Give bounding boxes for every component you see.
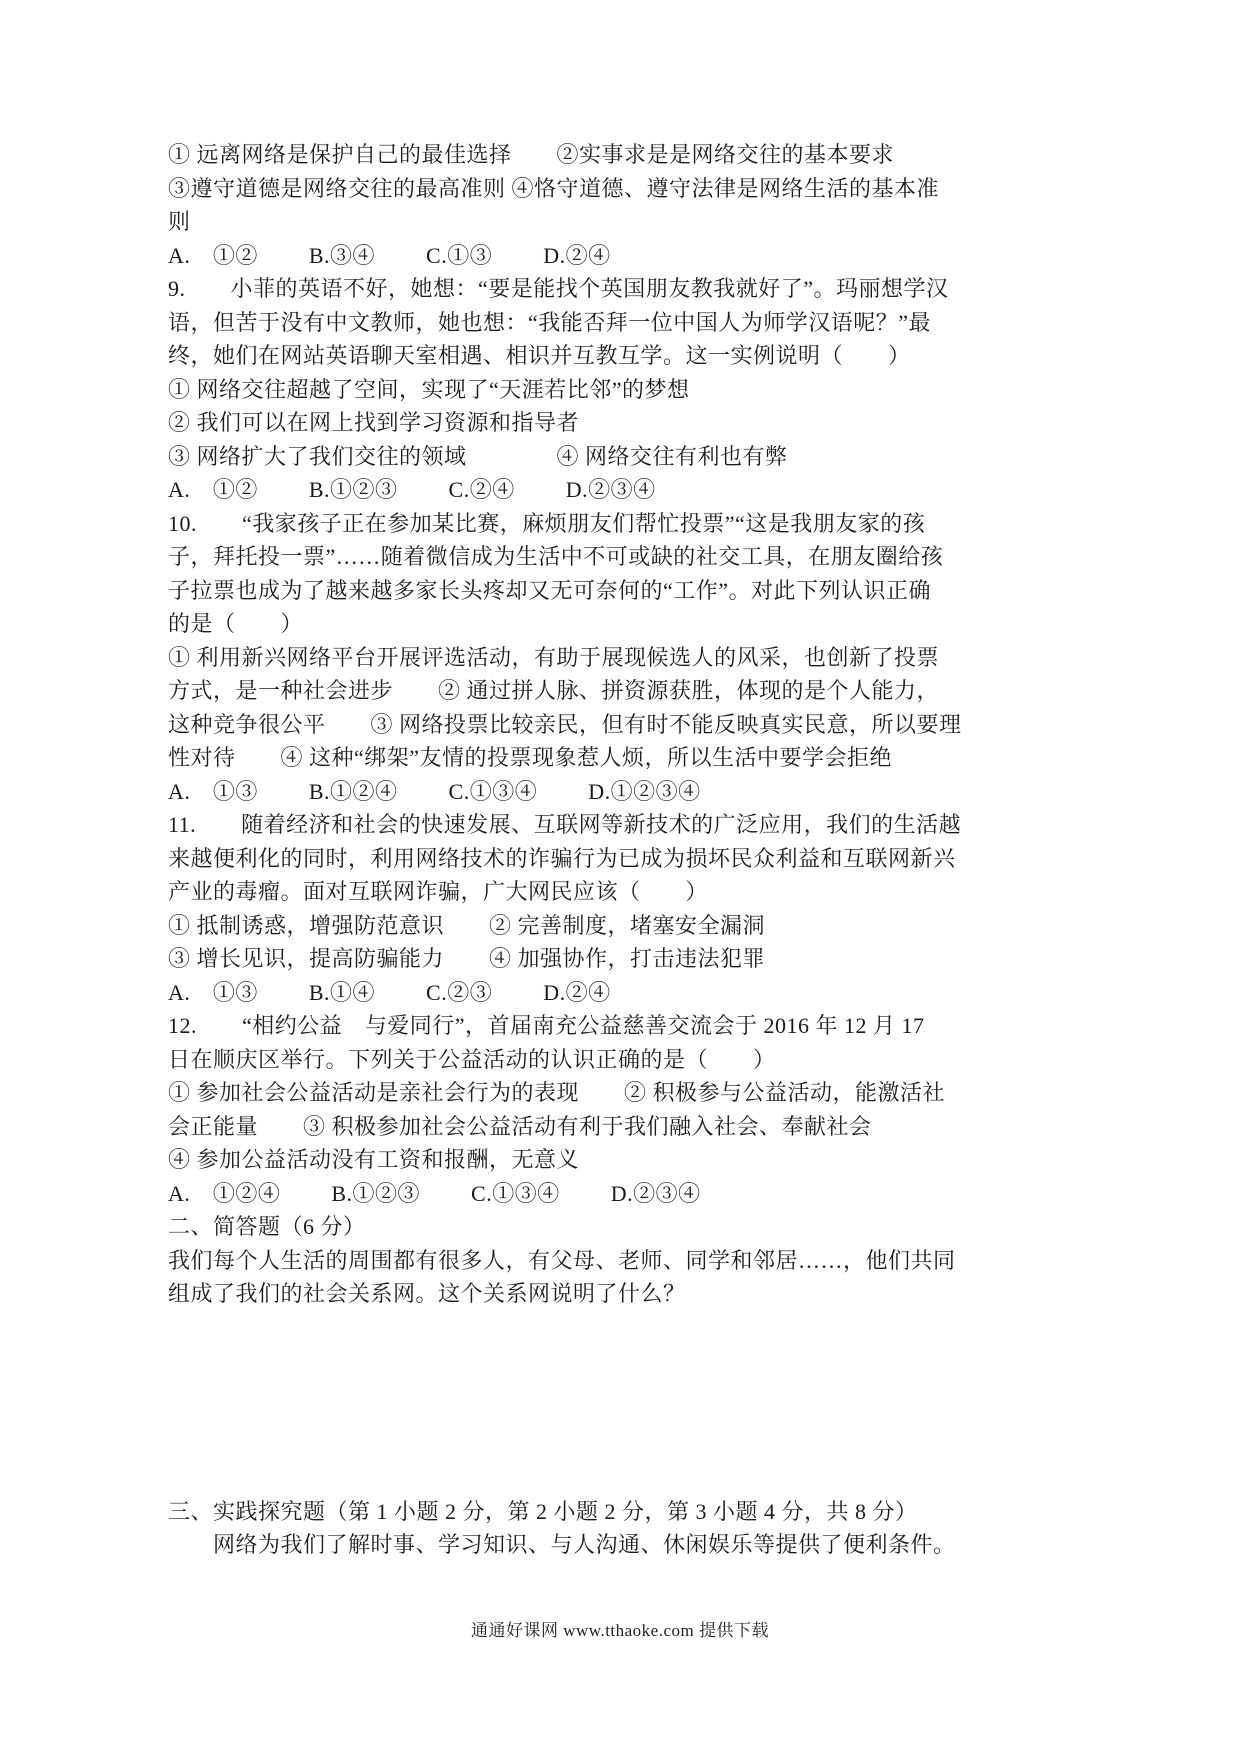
text-line: ① 远离网络是保护自己的最佳选择 ②实事求是是网络交往的基本要求 (168, 142, 895, 167)
text-line: 三、实践探究题（第 1 小题 2 分，第 2 小题 2 分，第 3 小题 4 分，共 8 分） (168, 1498, 918, 1524)
question-8-options-block (168, 138, 1000, 272)
text-line: ④ 参加公益活动没有工资和报酬，无意义 (168, 1147, 580, 1172)
text-line: A. ①② B.③④ C.①③ D.②④ (168, 242, 611, 268)
text-line: 则 (168, 209, 191, 234)
text-line: 我们每个人生活的周围都有很多人，有父母、老师、同学和邻居……，他们共同 (168, 1247, 956, 1273)
text-line: 子拉票也成为了越来越多家长头疼却又无可奈何的“工作”。对此下列认识正确 (168, 577, 932, 603)
text-line: ① 参加社会公益活动是亲社会行为的表现 ② 积极参与公益活动，能激活社 (168, 1080, 946, 1105)
text-line: A. ①② B.①②③ C.②④ D.②③④ (168, 477, 656, 502)
text-line: 日在顺庆区举行。下列关于公益活动的认识正确的是（ ） (168, 1046, 776, 1072)
text-line: 二、简答题（6 分） (168, 1214, 366, 1239)
question-10-block (168, 507, 1000, 809)
text-line: 这种竞争很公平 ③ 网络投票比较亲民，但有时不能反映真实民意，所以要理 (168, 711, 962, 737)
page-footer: 通通好课网 www.tthaoke.com 提供下载 (470, 1621, 770, 1640)
text-line: A. ①③ B.①②④ C.①③④ D.①②③④ (168, 778, 701, 804)
question-9-block (168, 272, 1000, 507)
text-line: 产业的毒瘤。面对互联网诈骗，广大网民应该（ ） (168, 879, 709, 904)
text-line: 网络为我们了解时事、学习知识、与人沟通、休闲娱乐等提供了便利条件。 (168, 1532, 956, 1557)
text-line: 会正能量 ③ 积极参加社会公益活动有利于我们融入社会、奉献社会 (168, 1113, 872, 1139)
text-line: ② 我们可以在网上找到学习资源和指导者 (168, 410, 580, 435)
exam-content (168, 138, 1000, 1562)
short-answer-section (168, 1210, 1000, 1311)
text-line: 终，她们在网站英语聊天室相遇、相识并互教互学。这一实例说明（ ） (168, 343, 911, 368)
text-line: 12. “相约公益 与爱同行”，首届南充公益慈善交流会于 2016 年 12 月 17 (168, 1013, 925, 1038)
text-line: ③ 网络扩大了我们交往的领域 ④ 网络交往有利也有弊 (168, 443, 788, 469)
text-line: A. ①②④ B.①②③ C.①③④ D.②③④ (168, 1180, 701, 1206)
text-line: 方式，是一种社会进步 ② 通过拼人脉、拼资源获胜，体现的是个人能力， (168, 678, 940, 703)
text-line: 语，但苦于没有中文教师，她也想：“我能否拜一位中国人为师学汉语呢？”最 (168, 309, 932, 335)
text-line: ③ 增长见识，提高防骗能力 ④ 加强协作，打击违法犯罪 (168, 946, 766, 971)
text-line: 来越便利化的同时，利用网络技术的诈骗行为已成为损坏民众利益和互联网新兴 (168, 845, 956, 871)
text-line: 性对待 ④ 这种“绑架”友情的投票现象惹人烦，所以生活中要学会拒绝 (168, 745, 893, 770)
text-line: 9. 小菲的英语不好，她想：“要是能找个英国朋友教我就好了”。玛丽想学汉 (168, 276, 949, 301)
text-line: ① 利用新兴网络平台开展评选活动，有助于展现候选人的风采，也创新了投票 (168, 644, 940, 670)
text-line: ① 网络交往超越了空间，实现了“天涯若比邻”的梦想 (168, 376, 690, 402)
practice-exploration-section (168, 1495, 1000, 1562)
text-line: ③遵守道德是网络交往的最高准则 ④恪守道德、遵守法律是网络生活的基本准 (168, 175, 940, 201)
text-line: ① 抵制诱惑，增强防范意识 ② 完善制度，堵塞安全漏洞 (168, 912, 766, 938)
question-12-block (168, 1009, 1000, 1210)
text-line: 子，拜托投一票”……随着微信成为生活中不可或缺的社交工具，在朋友圈给孩 (168, 544, 944, 569)
text-line: A. ①③ B.①④ C.②③ D.②④ (168, 979, 611, 1005)
question-11-block (168, 808, 1000, 1009)
text-line: 的是（ ） (168, 611, 304, 636)
text-line: 11. 随着经济和社会的快速发展、互联网等新技术的广泛应用，我们的生活越 (168, 812, 962, 837)
text-line: 10. “我家孩子正在参加某比赛，麻烦朋友们帮忙投票”“这是我朋友家的孩 (168, 510, 926, 536)
text-line: 组成了我们的社会关系网。这个关系网说明了什么？ (168, 1281, 686, 1306)
